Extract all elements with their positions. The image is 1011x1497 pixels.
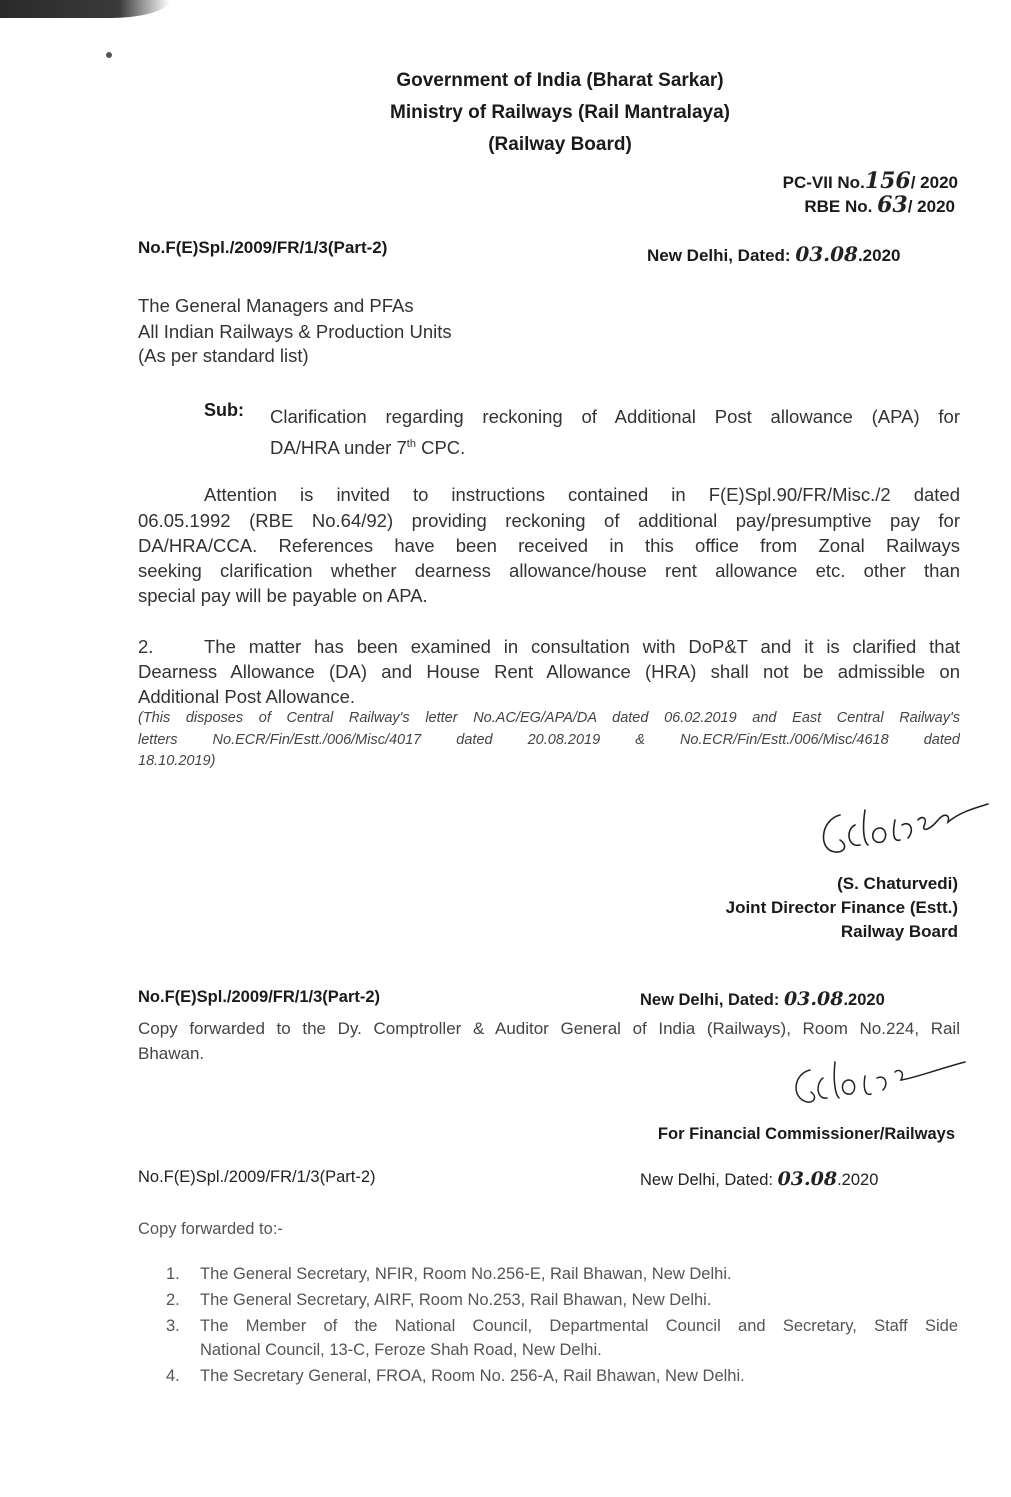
signatory-office: Railway Board — [840, 922, 958, 941]
signatory-designation: Joint Director Finance (Estt.) — [725, 898, 958, 917]
disposal-note-line3: 18.10.2019) — [138, 753, 216, 769]
disposal-note-line1: (This disposes of Central Railway's letter No.AC/EG/APA/DA dated 06.02.2019 and East Central Railway's — [138, 710, 960, 726]
list-item: 2. The General Secretary, AIRF, Room No.253, Rail Bhawan, New Delhi. — [166, 1291, 712, 1309]
copy1-line2: Bhawan. — [138, 1044, 205, 1063]
disposal-note-line2: letters No.ECR/Fin/Estt./006/Misc/4017 dated 20.08.2019 & No.ECR/Fin/Estt./006/Misc/4618 dated — [138, 732, 960, 748]
list-item: 1. The General Secretary, NFIR, Room No.256-E, Rail Bhawan, New Delhi. — [166, 1265, 732, 1283]
para1-line5: special pay will be payable on APA. — [138, 585, 428, 606]
para1-line2: 06.05.1992 (RBE No.64/92) providing reckoning of additional pay/presumptive pay for — [138, 510, 960, 531]
header-government: Government of India (Bharat Sarkar) — [396, 70, 724, 91]
para2-line1: The matter has been examined in consultation with DoP&T and it is clarified that — [204, 636, 960, 657]
copy1-line1: Copy forwarded to the Dy. Comptroller & Auditor General of India (Railways), Room No.224, Rail — [138, 1019, 960, 1038]
addressee-line1: The General Managers and PFAs — [138, 295, 414, 316]
para1-line1: Attention is invited to instructions contained in F(E)Spl.90/FR/Misc./2 dated — [204, 484, 960, 505]
scan-shadow — [0, 0, 170, 18]
copy2-intro: Copy forwarded to:- — [138, 1220, 283, 1238]
rbe-number: RBE No. 63/ 2020 — [804, 192, 955, 218]
copy1-place-date: New Delhi, Dated: 03.08.2020 — [640, 988, 885, 1010]
para1-line3: DA/HRA/CCA. References have been received in this office from Zonal Railways — [138, 535, 960, 556]
signature-image-2 — [785, 1048, 975, 1118]
file-number: No.F(E)Spl./2009/FR/1/3(Part-2) — [138, 238, 388, 257]
header-ministry: Ministry of Railways (Rail Mantralaya) — [390, 102, 730, 123]
para2-line2: Dearness Allowance (DA) and House Rent Allowance (HRA) shall not be admissible on — [138, 661, 960, 682]
copy2-place-date: New Delhi, Dated: 03.08.2020 — [640, 1168, 879, 1190]
addressee-line3: (As per standard list) — [138, 345, 309, 366]
list-item: 4. The Secretary General, FROA, Room No. 256-A, Rail Bhawan, New Delhi. — [166, 1367, 745, 1385]
subject-line1: Clarification regarding reckoning of Additional Post allowance (APA) for — [270, 406, 960, 427]
list-item: 3. The Member of the National Council, Departmental Council and Secretary, Staff Side National Council, 13-C, Feroze Shah Road, New Delhi. — [166, 1317, 958, 1359]
scan-speck — [106, 52, 112, 58]
copy-list — [166, 1262, 958, 1388]
para2-number: 2. — [138, 636, 154, 657]
para2-line3: Additional Post Allowance. — [138, 686, 355, 707]
subject-line2: DA/HRA under 7th CPC. — [270, 437, 466, 459]
copy2-file-number: No.F(E)Spl./2009/FR/1/3(Part-2) — [138, 1168, 376, 1186]
copy1-signoff: For Financial Commissioner/Railways — [657, 1125, 955, 1143]
place-date: New Delhi, Dated: 03.08.2020 — [647, 242, 901, 266]
pc-vii-number: PC-VII No.156/ 2020 — [782, 168, 958, 194]
subject-label: Sub: — [204, 400, 244, 420]
copy1-file-number: No.F(E)Spl./2009/FR/1/3(Part-2) — [138, 988, 381, 1006]
signatory-name: (S. Chaturvedi) — [837, 874, 958, 893]
header-board: (Railway Board) — [488, 134, 632, 155]
para1-line4: seeking clarification whether dearness allowance/house rent allowance etc. other than — [138, 560, 960, 581]
addressee-line2: All Indian Railways & Production Units — [138, 321, 452, 342]
signature-image — [810, 790, 1000, 870]
